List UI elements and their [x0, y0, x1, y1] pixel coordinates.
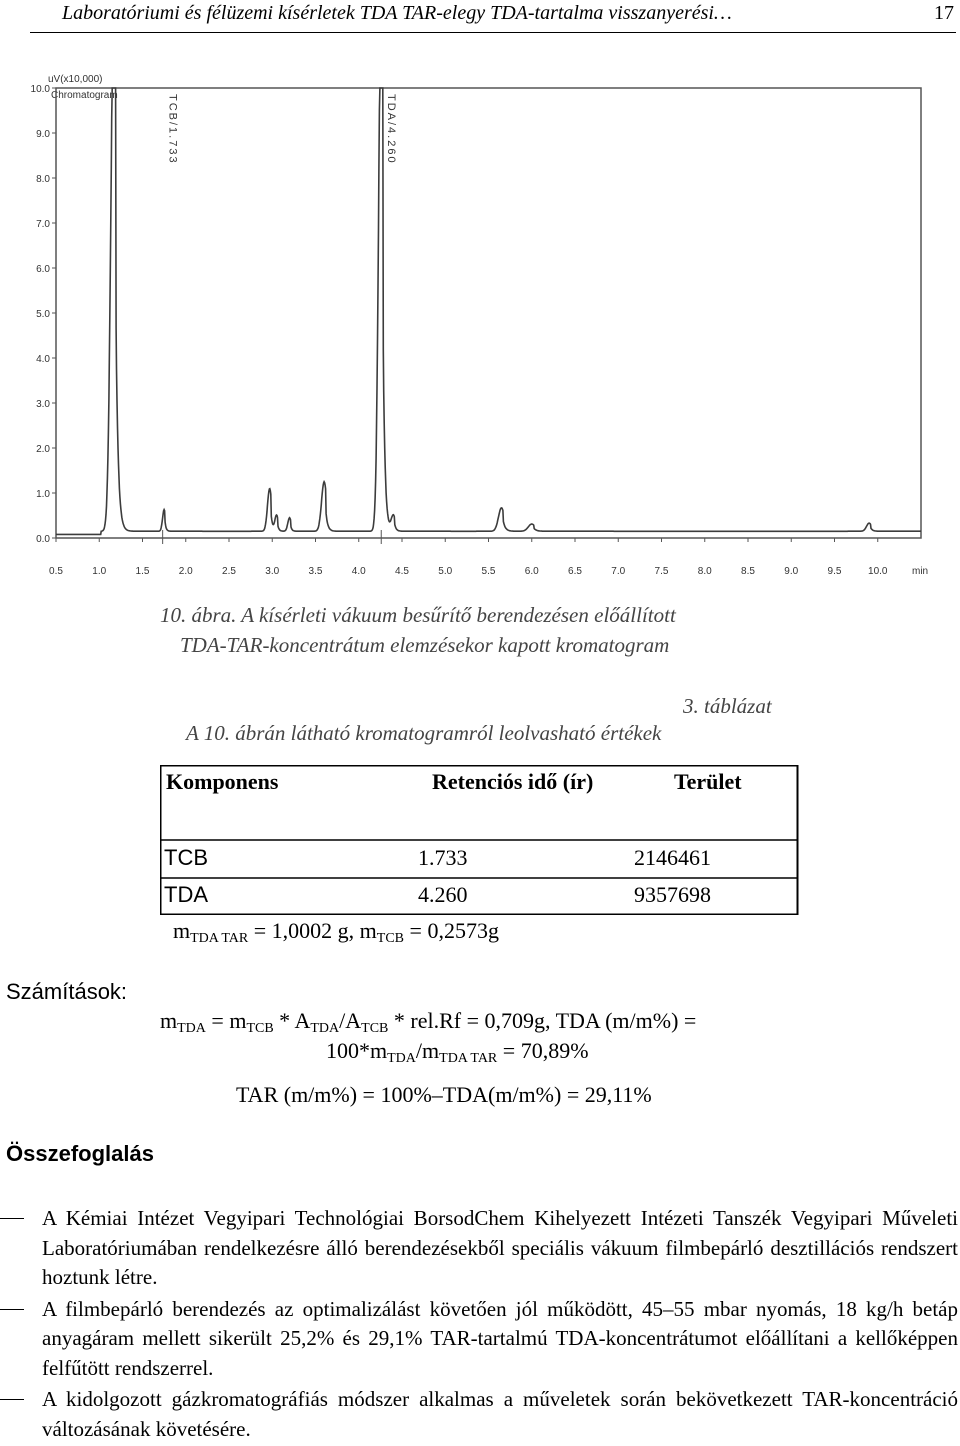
dash-bullet — [0, 1218, 24, 1219]
results-table — [160, 765, 800, 915]
x-tick-label: 3.5 — [308, 566, 323, 577]
y-tick-label: 8.0 — [36, 174, 50, 185]
x-tick-label: 1.0 — [92, 566, 107, 577]
x-tick-label: 4.5 — [395, 566, 409, 577]
summary-item: A Kémiai Intézet Vegyipari Technológiai BorsodChem Kihelyezett Intézeti Tanszék Vegyipari Műveleti Laboratóriumában rendelkezésre álló berendezésekből speciális vákuum filmbepárló desztillációs rendszert hoztunk létre. — [0, 1204, 958, 1293]
y-tick-label: 2.0 — [36, 444, 50, 455]
summary-item: A filmbepárló berendezés az optimalizálást követően jól működött, 45–55 mbar nyomás, 18 kg/h betáp anyagáram mellett sikerült 25,2% és 29,1% TAR-tartalmú TDA-koncentrátumot előállítani a kellőképpen felfűtött rendszerrel. — [0, 1295, 958, 1384]
dash-bullet — [0, 1399, 24, 1400]
x-tick-label: 9.5 — [827, 566, 842, 577]
x-tick-label: 2.5 — [222, 566, 236, 577]
x-tick-label: 7.0 — [611, 566, 626, 577]
figure-caption — [160, 600, 800, 660]
x-tick-label: 9.0 — [784, 566, 799, 577]
y-tick-label: 6.0 — [36, 264, 50, 275]
table-cell-retention: 1.733 — [418, 845, 468, 870]
table-header-area: Terület — [674, 769, 742, 794]
x-tick-label: 0.5 — [49, 566, 63, 577]
dash-bullet — [0, 1309, 24, 1310]
y-tick-label: 3.0 — [36, 399, 50, 410]
calculation-line-3: TAR (m/m%) = 100%–TDA(m/m%) = 29,11% — [236, 1082, 652, 1107]
table-cell-area: 2146461 — [634, 845, 711, 870]
header-rule — [30, 32, 956, 33]
x-tick-label: 5.0 — [438, 566, 453, 577]
table-number: 3. táblázat — [683, 694, 772, 718]
table-header-component: Komponens — [166, 769, 279, 794]
table-cell-area: 9357698 — [634, 882, 711, 907]
y-tick-label: 5.0 — [36, 309, 50, 320]
y-tick-label: 10.0 — [30, 84, 50, 95]
x-tick-label: 5.5 — [481, 566, 496, 577]
summary-item: A kidolgozott gázkromatográfiás módszer alkalmas a műveletek során bekövetkezett TAR-koncentráció változásának követésére. — [0, 1385, 958, 1444]
x-tick-label: 6.5 — [568, 566, 582, 577]
table-header-retention: Retenciós idő (ír) — [432, 769, 594, 794]
y-axis-label: uV(x10,000) — [48, 74, 103, 85]
mass-values: $m_{TDA TAR} = 1,0002$ g, $m_{TCB} = 0,2573g$ — [173, 918, 499, 946]
figure-caption-line-2: TDA-TAR-koncentrátum elemzésekor kapott kromatogram — [180, 633, 670, 657]
x-axis-label: min — [912, 566, 929, 577]
figure-caption-line-1: 10. ábra. A kísérleti vákuum besűrítő berendezésen előállított — [160, 603, 676, 627]
x-tick-label: 8.5 — [741, 566, 755, 577]
summary-list — [0, 1204, 958, 1446]
page-number: 17 — [934, 2, 954, 24]
table-title: A 10. ábrán látható kromatogramról leolvasható értékek — [186, 721, 662, 745]
y-tick-label: 1.0 — [36, 489, 50, 500]
x-tick-label: 7.5 — [654, 566, 669, 577]
chart-title: Chromatogram — [51, 90, 118, 101]
peak-label: TDA/4.260 — [385, 94, 398, 165]
x-tick-label: 6.0 — [524, 566, 539, 577]
y-tick-label: 9.0 — [36, 129, 50, 140]
y-tick-label: 4.0 — [36, 354, 50, 365]
x-tick-label: 4.0 — [351, 566, 366, 577]
calculation-line-1: $m_{TDA} = m_{TCB} * A_{TDA}/A_{TCB} * rel.Rf = 0,709g$, TDA (m/m%) = — [160, 1008, 697, 1036]
x-tick-label: 8.0 — [697, 566, 712, 577]
x-tick-label: 1.5 — [135, 566, 150, 577]
peak-label: TCB/1.733 — [166, 94, 179, 165]
x-tick-label: 10.0 — [868, 566, 888, 577]
running-header: Laboratóriumi és félüzemi kísérletek TDA TAR-elegy TDA-tartalma visszanyerési… — [62, 2, 732, 24]
calculation-line-2: $100*m_{TDA}/m_{TDA TAR} = 70,89\%$ — [326, 1038, 589, 1066]
y-tick-label: 7.0 — [36, 219, 50, 230]
y-tick-label: 0.0 — [36, 534, 50, 545]
table-cell-retention: 4.260 — [418, 882, 468, 907]
table-cell-component: TCB — [164, 845, 208, 870]
chromatogram-trace — [56, 88, 921, 534]
calculations-label: Számítások: — [6, 979, 128, 1004]
plot-frame — [56, 88, 921, 538]
x-tick-label: 3.0 — [265, 566, 280, 577]
chromatogram-chart — [28, 68, 958, 580]
table-cell-component: TDA — [164, 882, 208, 907]
summary-label: Összefoglalás — [6, 1141, 154, 1166]
x-tick-label: 2.0 — [178, 566, 193, 577]
